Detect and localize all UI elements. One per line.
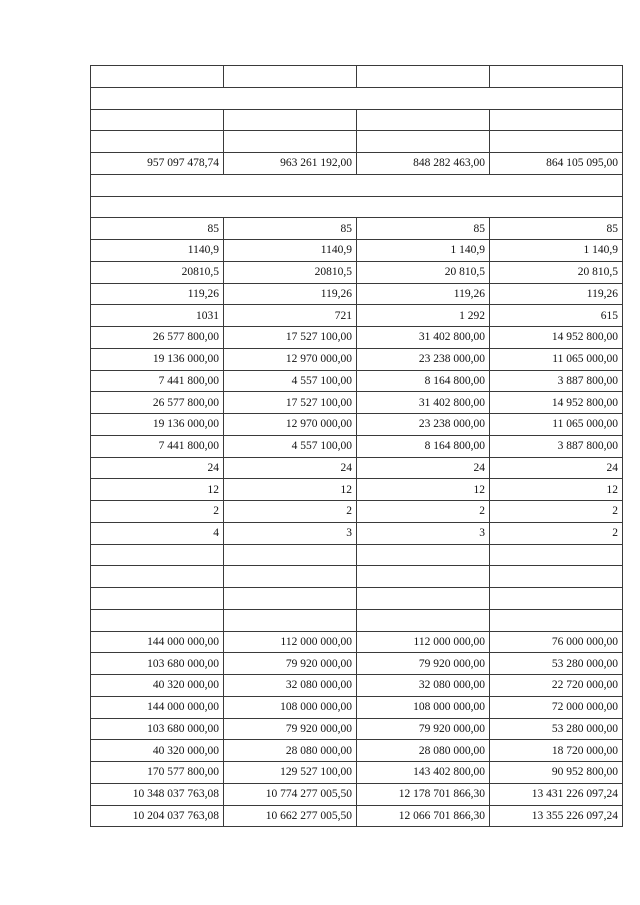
table-cell [91, 609, 224, 631]
table-cell: 957 097 478,74 [91, 153, 224, 175]
table-cell [224, 609, 357, 631]
table-cell: 4 557 100,00 [224, 435, 357, 457]
table-cell: 13 355 226 097,24 [490, 805, 623, 827]
table-cell: 10 204 037 763,08 [91, 805, 224, 827]
table-cell: 12 [224, 479, 357, 501]
table-cell: 32 080 000,00 [357, 675, 490, 697]
table-cell: 4 [91, 522, 224, 544]
table-cell: 129 527 100,00 [224, 762, 357, 784]
table-cell [224, 544, 357, 566]
table-row [91, 762, 623, 784]
table-cell: 53 280 000,00 [490, 718, 623, 740]
table-cell [224, 66, 357, 88]
table-cell: 26 577 800,00 [91, 392, 224, 414]
table-cell: 12 970 000,00 [224, 348, 357, 370]
table-cell: 31 402 800,00 [357, 392, 490, 414]
table-cell: 40 320 000,00 [91, 675, 224, 697]
table-row [91, 109, 623, 131]
table-cell: 90 952 800,00 [490, 762, 623, 784]
table-cell: 10 774 277 005,50 [224, 783, 357, 805]
table-cell: 8 164 800,00 [357, 370, 490, 392]
table-cell: 24 [91, 457, 224, 479]
table-cell: 2 [357, 501, 490, 523]
table-cell: 11 065 000,00 [490, 348, 623, 370]
table-cell: 85 [357, 218, 490, 240]
table-row [91, 631, 623, 653]
table-cell: 85 [490, 218, 623, 240]
table-row [91, 370, 623, 392]
table-cell: 79 920 000,00 [357, 718, 490, 740]
table-cell [91, 566, 224, 588]
table-cell: 7 441 800,00 [91, 435, 224, 457]
table-cell [357, 588, 490, 610]
table-cell: 10 662 277 005,50 [224, 805, 357, 827]
table-cell: 79 920 000,00 [224, 653, 357, 675]
table-cell: 20810,5 [224, 261, 357, 283]
table-cell [357, 109, 490, 131]
table-cell [91, 109, 224, 131]
table-body [91, 66, 623, 827]
table-cell: 12 [490, 479, 623, 501]
table-row [91, 392, 623, 414]
table-cell: 31 402 800,00 [357, 327, 490, 349]
table-cell [490, 131, 623, 153]
table-cell: 12 178 701 866,30 [357, 783, 490, 805]
table-cell: 14 952 800,00 [490, 327, 623, 349]
document-page [90, 65, 622, 827]
table-cell: 12 [91, 479, 224, 501]
table-cell: 79 920 000,00 [357, 653, 490, 675]
table-cell: 85 [91, 218, 224, 240]
table-cell: 2 [490, 522, 623, 544]
table-cell: 24 [490, 457, 623, 479]
table-row [91, 283, 623, 305]
table-cell: 28 080 000,00 [357, 740, 490, 762]
table-cell [91, 544, 224, 566]
table-cell: 23 238 000,00 [357, 414, 490, 436]
table-row [91, 609, 623, 631]
table-cell: 3 887 800,00 [490, 370, 623, 392]
table-cell: 1140,9 [224, 240, 357, 262]
table-row [91, 66, 623, 88]
table-row [91, 588, 623, 610]
table-cell [91, 66, 224, 88]
table-section-cell [91, 196, 623, 218]
table-row [91, 522, 623, 544]
table-cell: 119,26 [224, 283, 357, 305]
table-row [91, 501, 623, 523]
table-cell [224, 566, 357, 588]
table-cell: 40 320 000,00 [91, 740, 224, 762]
table-cell: 103 680 000,00 [91, 653, 224, 675]
table-cell: 108 000 000,00 [224, 696, 357, 718]
table-cell [490, 66, 623, 88]
table-cell: 18 720 000,00 [490, 740, 623, 762]
table-cell [490, 109, 623, 131]
data-table [90, 65, 623, 827]
table-row [91, 305, 623, 327]
table-cell: 72 000 000,00 [490, 696, 623, 718]
table-cell: 143 402 800,00 [357, 762, 490, 784]
table-cell: 144 000 000,00 [91, 631, 224, 653]
table-cell: 24 [357, 457, 490, 479]
table-cell: 963 261 192,00 [224, 153, 357, 175]
table-cell [91, 131, 224, 153]
table-cell: 3 887 800,00 [490, 435, 623, 457]
table-cell: 2 [91, 501, 224, 523]
table-cell: 17 527 100,00 [224, 392, 357, 414]
table-cell [357, 566, 490, 588]
table-cell: 1 292 [357, 305, 490, 327]
table-row [91, 696, 623, 718]
table-cell: 119,26 [357, 283, 490, 305]
table-row [91, 740, 623, 762]
table-cell: 4 557 100,00 [224, 370, 357, 392]
table-cell [490, 609, 623, 631]
table-cell [357, 544, 490, 566]
table-row [91, 675, 623, 697]
table-cell: 22 720 000,00 [490, 675, 623, 697]
table-row [91, 457, 623, 479]
table-cell: 170 577 800,00 [91, 762, 224, 784]
table-cell: 1 140,9 [357, 240, 490, 262]
table-row [91, 174, 623, 196]
table-cell: 19 136 000,00 [91, 348, 224, 370]
table-cell: 3 [224, 522, 357, 544]
table-cell: 13 431 226 097,24 [490, 783, 623, 805]
table-cell: 3 [357, 522, 490, 544]
table-cell: 26 577 800,00 [91, 327, 224, 349]
table-cell: 108 000 000,00 [357, 696, 490, 718]
table-cell: 12 [357, 479, 490, 501]
table-cell [91, 588, 224, 610]
table-cell: 112 000 000,00 [357, 631, 490, 653]
table-cell: 32 080 000,00 [224, 675, 357, 697]
table-cell: 10 348 037 763,08 [91, 783, 224, 805]
table-cell: 2 [490, 501, 623, 523]
table-cell: 20810,5 [91, 261, 224, 283]
table-row [91, 218, 623, 240]
table-cell: 8 164 800,00 [357, 435, 490, 457]
table-cell: 20 810,5 [490, 261, 623, 283]
table-cell [490, 588, 623, 610]
table-cell: 19 136 000,00 [91, 414, 224, 436]
table-cell [224, 131, 357, 153]
table-cell: 85 [224, 218, 357, 240]
table-section-cell [91, 87, 623, 109]
table-cell: 103 680 000,00 [91, 718, 224, 740]
table-row [91, 196, 623, 218]
table-row [91, 566, 623, 588]
table-cell: 23 238 000,00 [357, 348, 490, 370]
table-cell: 11 065 000,00 [490, 414, 623, 436]
table-row [91, 435, 623, 457]
table-cell: 119,26 [490, 283, 623, 305]
table-row [91, 87, 623, 109]
table-cell: 28 080 000,00 [224, 740, 357, 762]
table-row [91, 783, 623, 805]
table-cell: 119,26 [91, 283, 224, 305]
table-cell [224, 109, 357, 131]
table-row [91, 348, 623, 370]
table-cell: 1 140,9 [490, 240, 623, 262]
table-cell: 144 000 000,00 [91, 696, 224, 718]
table-cell: 76 000 000,00 [490, 631, 623, 653]
table-cell [357, 66, 490, 88]
table-cell: 79 920 000,00 [224, 718, 357, 740]
table-cell: 848 282 463,00 [357, 153, 490, 175]
table-cell: 1140,9 [91, 240, 224, 262]
table-row [91, 653, 623, 675]
table-cell: 864 105 095,00 [490, 153, 623, 175]
table-row [91, 479, 623, 501]
table-cell: 615 [490, 305, 623, 327]
table-cell: 20 810,5 [357, 261, 490, 283]
table-row [91, 153, 623, 175]
table-cell [490, 544, 623, 566]
table-row [91, 805, 623, 827]
table-cell: 2 [224, 501, 357, 523]
table-cell [224, 588, 357, 610]
table-cell: 14 952 800,00 [490, 392, 623, 414]
table-cell: 12 970 000,00 [224, 414, 357, 436]
table-row [91, 414, 623, 436]
table-cell: 17 527 100,00 [224, 327, 357, 349]
table-row [91, 131, 623, 153]
table-row [91, 327, 623, 349]
table-section-cell [91, 174, 623, 196]
table-row [91, 240, 623, 262]
table-cell: 1031 [91, 305, 224, 327]
table-cell: 112 000 000,00 [224, 631, 357, 653]
table-row [91, 718, 623, 740]
table-cell: 53 280 000,00 [490, 653, 623, 675]
table-row [91, 544, 623, 566]
table-cell [490, 566, 623, 588]
table-cell [357, 131, 490, 153]
table-cell: 7 441 800,00 [91, 370, 224, 392]
table-row [91, 261, 623, 283]
table-cell [357, 609, 490, 631]
table-cell: 721 [224, 305, 357, 327]
table-cell: 12 066 701 866,30 [357, 805, 490, 827]
table-cell: 24 [224, 457, 357, 479]
